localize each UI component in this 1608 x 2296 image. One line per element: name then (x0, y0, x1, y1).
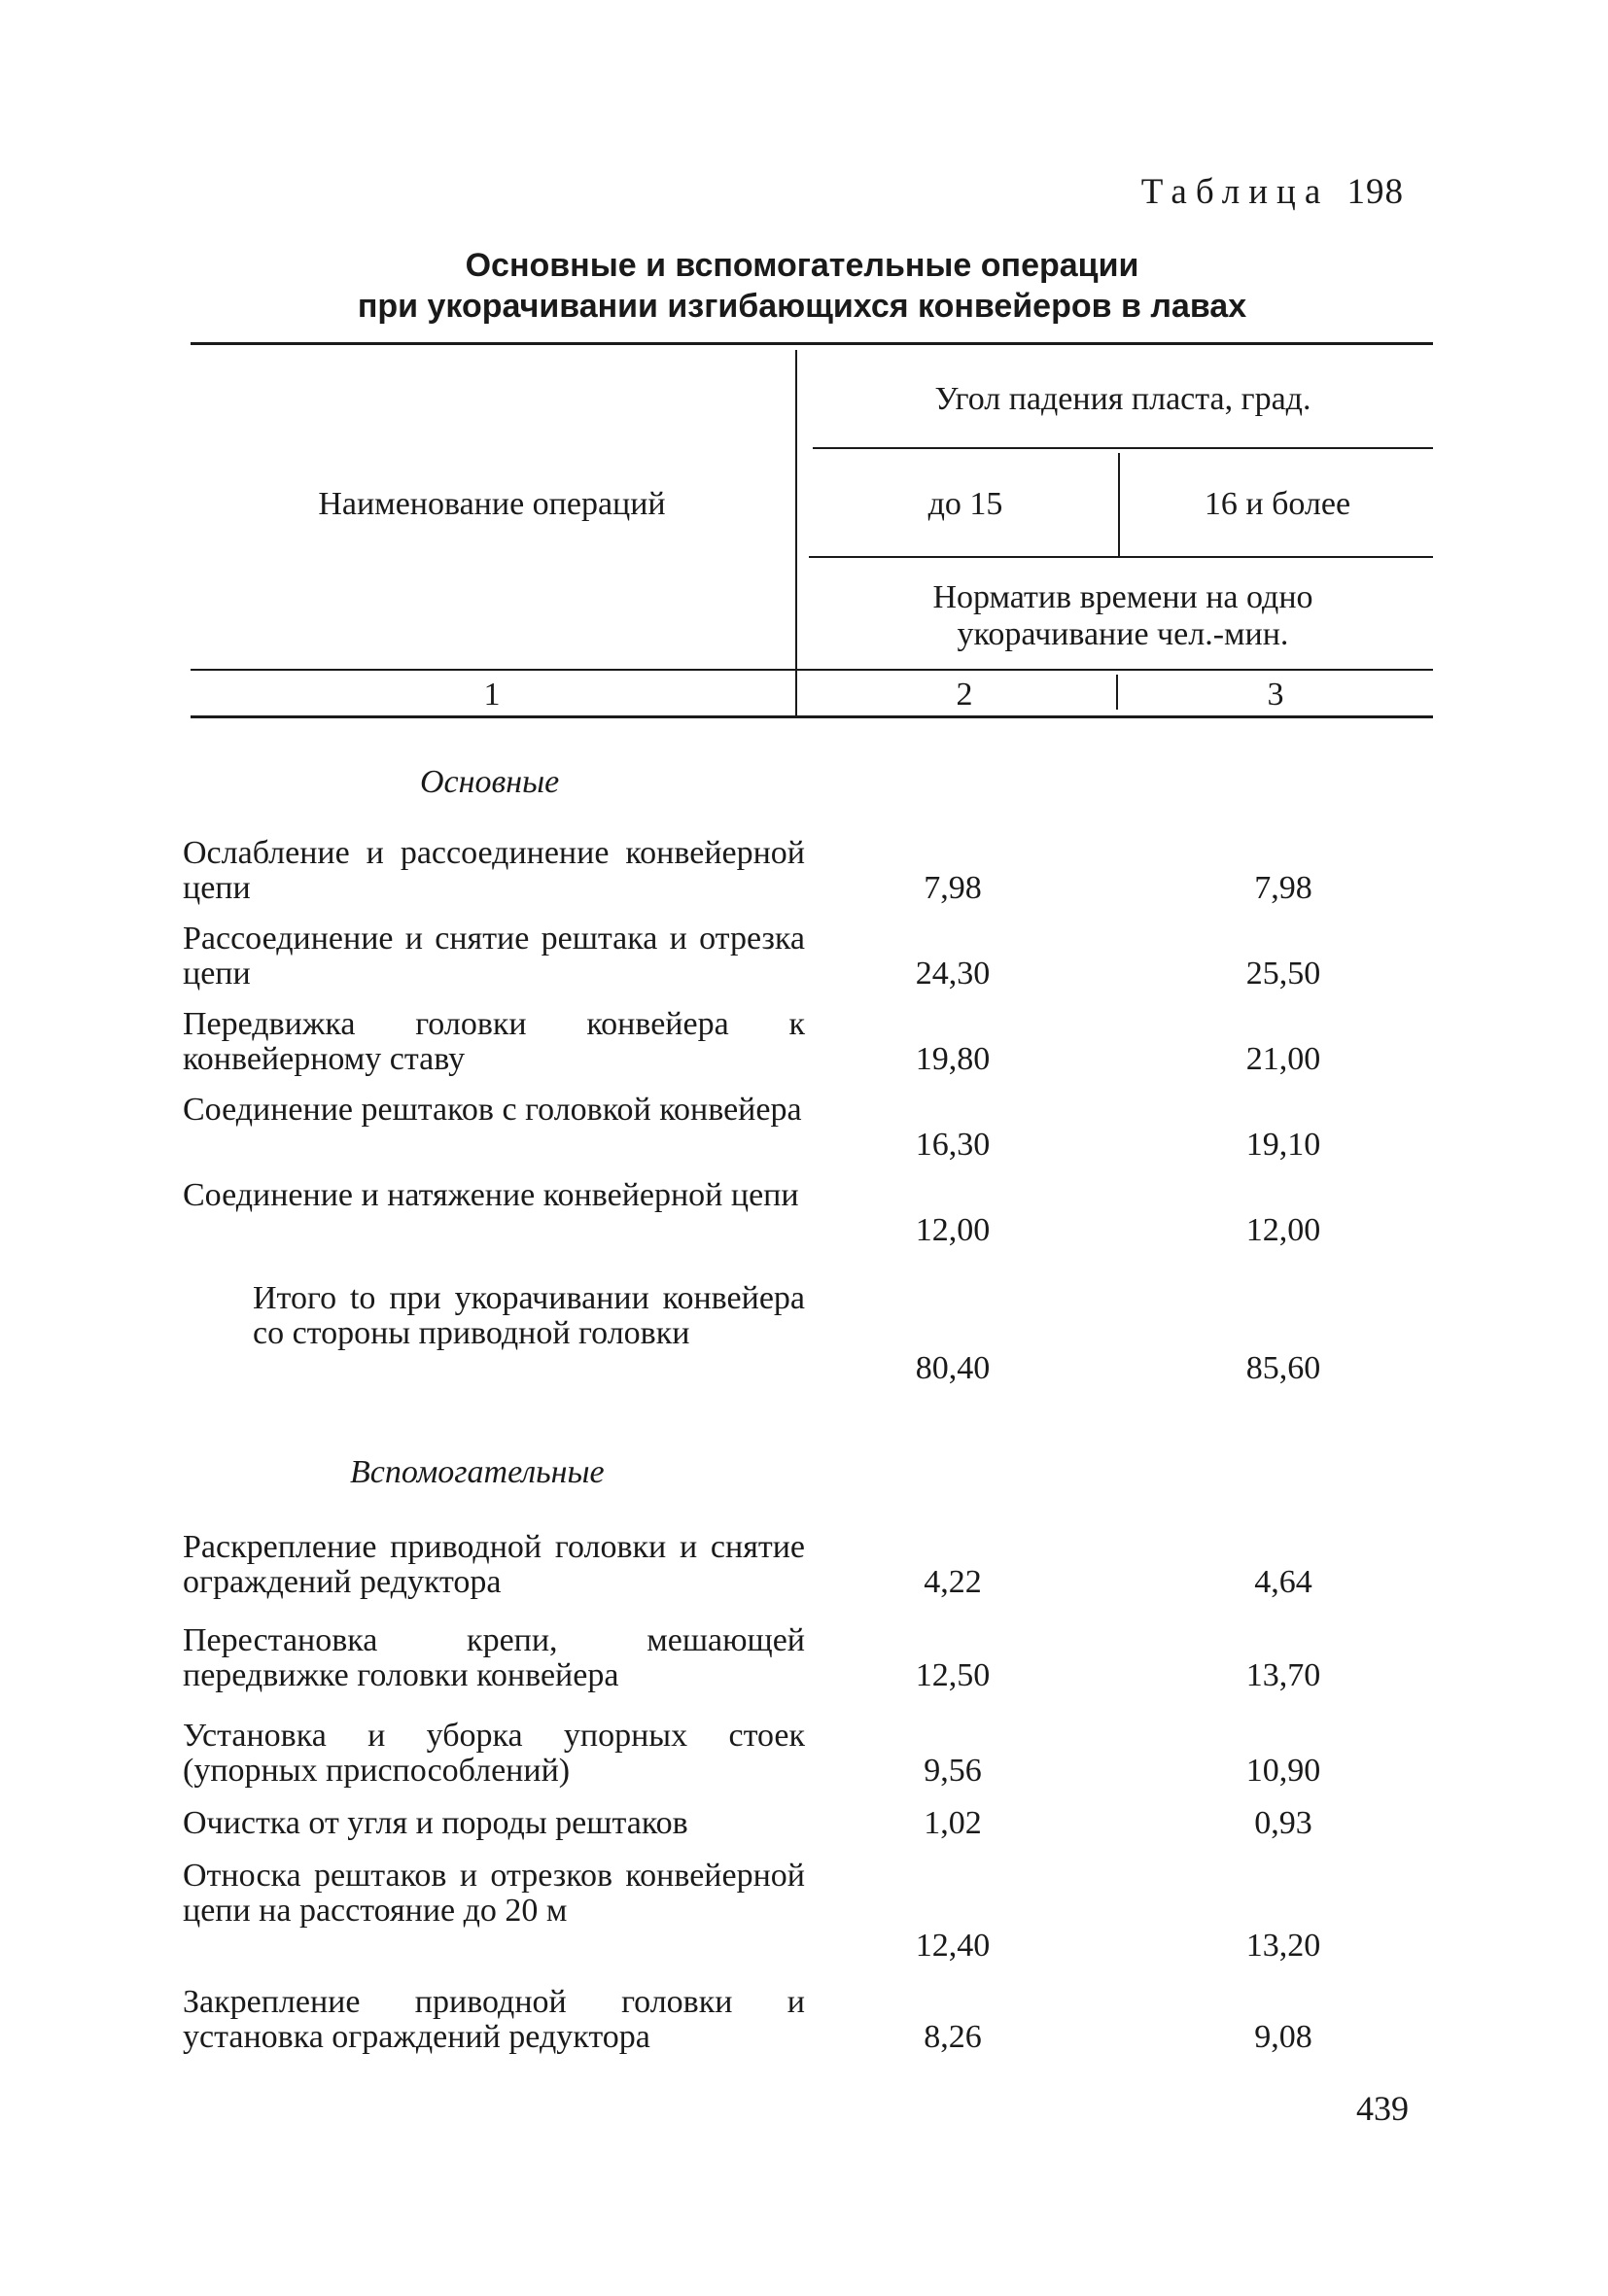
table-label (1141, 171, 1404, 213)
operation-name: Ослабление и рассоединение конвейерной цепи (183, 835, 805, 906)
header-vertical-rule (795, 350, 797, 715)
total-16-and-more: 85,60 (1245, 1350, 1321, 1386)
value-up-to-15: 7,98 (924, 870, 982, 906)
value-16-and-more: 7,98 (1254, 870, 1312, 906)
value-up-to-15: 4,22 (924, 1564, 982, 1600)
operation-name: Относка рештаков и отрезков конвейерной цепи на расстояние до 20 м (183, 1858, 805, 1929)
table-label-word: Таблица (1140, 172, 1330, 212)
value-up-to-15: 12,50 (915, 1657, 991, 1693)
angle-group-rule (813, 447, 1433, 449)
angle-column-1-header: до 15 (927, 486, 1003, 522)
table-title-line1: Основные и вспомогательные операции (465, 247, 1139, 284)
norm-header-line1: Норматив времени на одно (932, 579, 1313, 615)
operation-name: Установка и уборка упорных стоек (упорных приспособлений) (183, 1718, 805, 1789)
value-16-and-more: 12,00 (1245, 1212, 1321, 1248)
total-name: Итого tо при укорачивании конвейера со стороны приводной головки (253, 1280, 805, 1351)
operation-name: Соединение и натяжение конвейерной цепи (183, 1177, 799, 1213)
angle-column-2-header: 16 и более (1204, 486, 1351, 522)
value-up-to-15: 8,26 (924, 2019, 982, 2055)
value-16-and-more: 10,90 (1245, 1753, 1321, 1789)
section-title-auxiliary: Вспомогательные (350, 1454, 605, 1490)
page-number: 439 (1356, 2089, 1409, 2128)
value-16-and-more: 25,50 (1245, 956, 1321, 991)
value-up-to-15: 9,56 (924, 1753, 982, 1789)
operation-name: Рассоединение и снятие рештака и отрезка цепи (183, 921, 805, 991)
header-top-rule (191, 342, 1433, 345)
value-16-and-more: 0,93 (1254, 1805, 1312, 1841)
column-number-1: 1 (483, 677, 501, 713)
operation-name: Передвижка головки конвейера к конвейерному ставу (183, 1006, 805, 1077)
operation-name: Раскрепление приводной головки и снятие ограждений редуктора (183, 1529, 805, 1600)
header-bottom-rule (191, 715, 1433, 718)
value-up-to-15: 16,30 (915, 1127, 991, 1163)
value-16-and-more: 19,10 (1245, 1127, 1321, 1163)
value-16-and-more: 9,08 (1254, 2019, 1312, 2055)
value-16-and-more: 21,00 (1245, 1041, 1321, 1077)
table-title-line2: при укорачивании изгибающихся конвейеров в лавах (357, 288, 1247, 325)
operation-name: Закрепление приводной головки и установка ограждений редуктора (183, 1984, 805, 2055)
value-up-to-15: 24,30 (915, 956, 991, 991)
section-title-main: Основные (420, 764, 560, 800)
angle-columns-rule (809, 556, 1433, 558)
column-number-3: 3 (1267, 677, 1284, 713)
norm-header-line2: укорачивание чел.-мин. (957, 616, 1289, 652)
column-numbers-top-rule (191, 669, 1433, 671)
table-number: 198 (1346, 172, 1404, 212)
operation-name: Очистка от угля и породы рештаков (183, 1805, 688, 1841)
value-up-to-15: 12,00 (915, 1212, 991, 1248)
value-up-to-15: 19,80 (915, 1041, 991, 1077)
column-number-2: 2 (956, 677, 973, 713)
total-up-to-15: 80,40 (915, 1350, 991, 1386)
value-16-and-more: 4,64 (1254, 1564, 1312, 1600)
value-16-and-more: 13,70 (1245, 1657, 1321, 1693)
operation-name: Перестановка крепи, мешающей передвижке головки конвейера (183, 1622, 805, 1693)
norm-header (813, 579, 1433, 653)
angle-group-header: Угол падения пласта, град. (934, 381, 1311, 417)
value-up-to-15: 12,40 (915, 1928, 991, 1964)
angle-columns-divider (1118, 453, 1120, 556)
operation-name: Соединение рештаков с головкой конвейера (183, 1092, 802, 1128)
operation-column-header: Наименование операций (318, 486, 666, 522)
value-16-and-more: 13,20 (1245, 1928, 1321, 1964)
table-title (175, 245, 1429, 327)
value-up-to-15: 1,02 (924, 1805, 982, 1841)
